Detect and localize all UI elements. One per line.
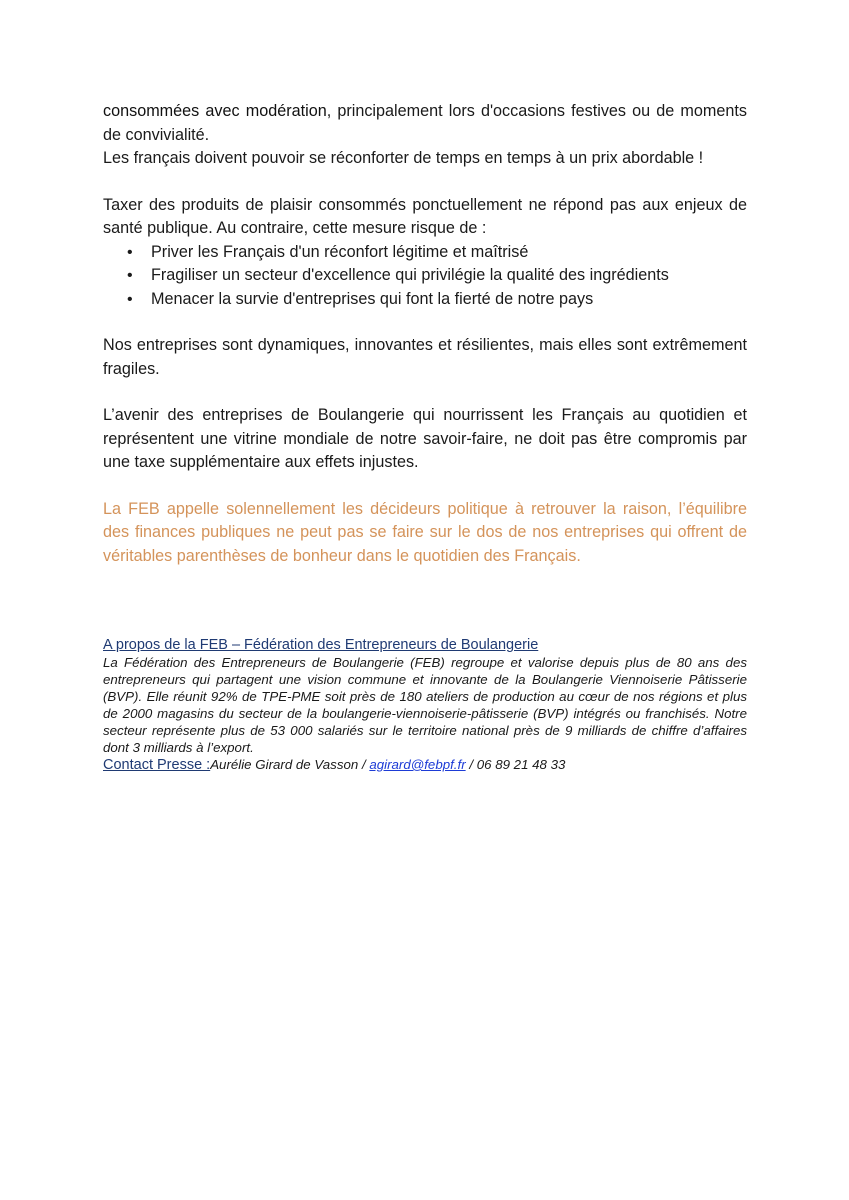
moderation-emphasis: consommées avec modération — [103, 102, 327, 120]
contact-name: Aurélie Girard de Vasson / — [210, 757, 370, 772]
paragraph-fragile: Nos entreprises sont dynamiques, innovantes et résilientes, mais elles sont extrêmement fragiles. — [103, 336, 747, 378]
moderation-text: , principalement lors d'occasions festives ou de moments de convivialité. — [103, 102, 747, 144]
contact-label: Contact Presse : — [103, 757, 211, 773]
about-title: A propos de la FEB – Fédération des Entrepreneurs de Boulangerie — [103, 637, 539, 653]
bullet-text: qui font la fierté de notre pays — [375, 289, 594, 308]
paragraph-appeal: La FEB appelle solennellement les décideurs politique à retrouver la raison, l’équilibre des finances publiques ne peut pas se faire sur le dos de nos entreprises qui offrent de véritables parenthèses de bonheur dans le quotidien des Français. — [103, 499, 747, 565]
bullet-emphasis: Priver les Français d'un réconfort légitime et maîtrisé — [151, 242, 529, 261]
about-section — [103, 636, 747, 774]
risk-list — [103, 241, 747, 312]
future-text: qui nourrissent les Français au quotidien et représentent une vitrine mondiale de notre savoir-faire, ne doit pas être — [103, 406, 747, 448]
bullet-text: qui privilégie la qualité des ingrédients — [390, 266, 669, 284]
contact-email-link[interactable]: agirard@febpf.fr — [369, 757, 466, 772]
about-text: La Fédération des Entrepreneurs de Boulangerie (FEB) regroupe et valorise depuis plus de 80 ans des entrepreneurs qui partagent une vision commune et innovante de la Boulangerie Viennoiserie Pâtisserie (BVP). Elle réunit 92% de TPE-PME soit près de 180 ateliers de production au cœur de nos régions et plus de 2000 magasins du secteur de la boulangerie-viennoiserie-pâtisserie (BVP) intégrés ou franchisés. Notre secteur représente plus de 53 000 salariés sur le territoire national près de 9 milliards de chiffre d’affaires dont 3 milliards à l’export. — [103, 655, 747, 755]
future-emphasis-end: compromis par une taxe supplémentaire aux effets injustes. — [103, 429, 748, 471]
paragraph-tax: Taxer des produits de plaisir consommés ponctuellement ne répond pas aux enjeux de santé publique. Au contraire, cette mesure risque de : — [103, 195, 747, 237]
document-body — [103, 100, 747, 568]
contact-phone: / 06 89 21 48 33 — [465, 757, 566, 772]
contact-line — [103, 756, 747, 774]
bullet-emphasis: Menacer la survie d'entreprises — [151, 289, 376, 308]
list-item — [151, 288, 747, 312]
list-item — [151, 241, 747, 265]
paragraph-moderation — [103, 100, 747, 147]
list-item — [151, 264, 747, 288]
paragraph-comfort: Les français doivent pouvoir se réconforter de temps en temps à un prix abordable ! — [103, 149, 704, 167]
future-emphasis: L’avenir des entreprises de Boulangerie — [103, 406, 405, 424]
paragraph-future — [103, 404, 747, 475]
bullet-emphasis: Fragiliser un secteur d'excellence — [151, 266, 391, 284]
